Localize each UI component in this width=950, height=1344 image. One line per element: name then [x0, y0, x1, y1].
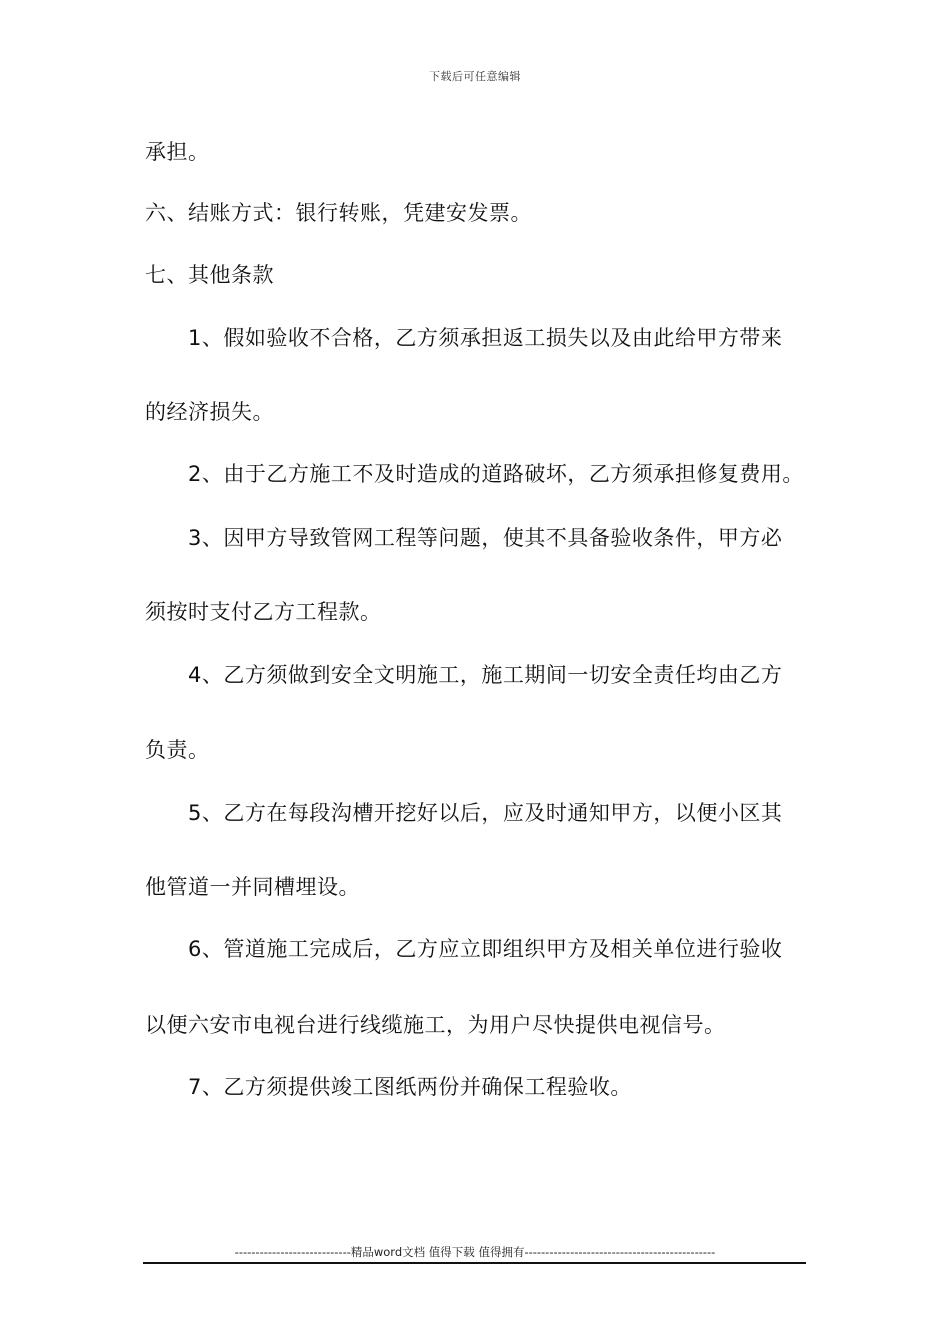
- clause-5-continuation: 他管道一并同槽埋设。: [145, 875, 360, 899]
- footer-divider: [143, 1262, 806, 1264]
- paragraph-line: 六、结账方式：银行转账，凭建安发票。: [145, 201, 532, 225]
- clause-7-line: 7、乙方须提供竣工图纸两份并确保工程验收。: [188, 1075, 632, 1099]
- page-footer: ----------------------------精品word文档 值得下载 值得拥有----------------------------------------------: [234, 1245, 716, 1259]
- clause-3-line: 3、因甲方导致管网工程等问题，使其不具备验收条件，甲方必: [188, 526, 783, 550]
- clause-3-continuation: 须按时支付乙方工程款。: [145, 600, 382, 624]
- page-header: 下载后可任意编辑: [429, 70, 521, 83]
- clause-4-line: 4、乙方须做到安全文明施工，施工期间一切安全责任均由乙方: [188, 663, 783, 687]
- clause-5-line: 5、乙方在每段沟槽开挖好以后，应及时通知甲方，以便小区其: [188, 801, 783, 825]
- clause-6-line: 6、管道施工完成后，乙方应立即组织甲方及相关单位进行验收: [188, 937, 783, 961]
- clause-1-continuation: 的经济损失。: [145, 400, 274, 424]
- section-heading: 七、其他条款: [145, 263, 274, 287]
- paragraph-line: 承担。: [145, 140, 210, 164]
- clause-2-line: 2、由于乙方施工不及时造成的道路破坏，乙方须承担修复费用。: [188, 462, 804, 486]
- clause-6-continuation: 以便六安市电视台进行线缆施工，为用户尽快提供电视信号。: [145, 1013, 726, 1037]
- clause-4-continuation: 负责。: [145, 738, 210, 762]
- clause-1-line: 1、假如验收不合格，乙方须承担返工损失以及由此给甲方带来: [188, 326, 783, 350]
